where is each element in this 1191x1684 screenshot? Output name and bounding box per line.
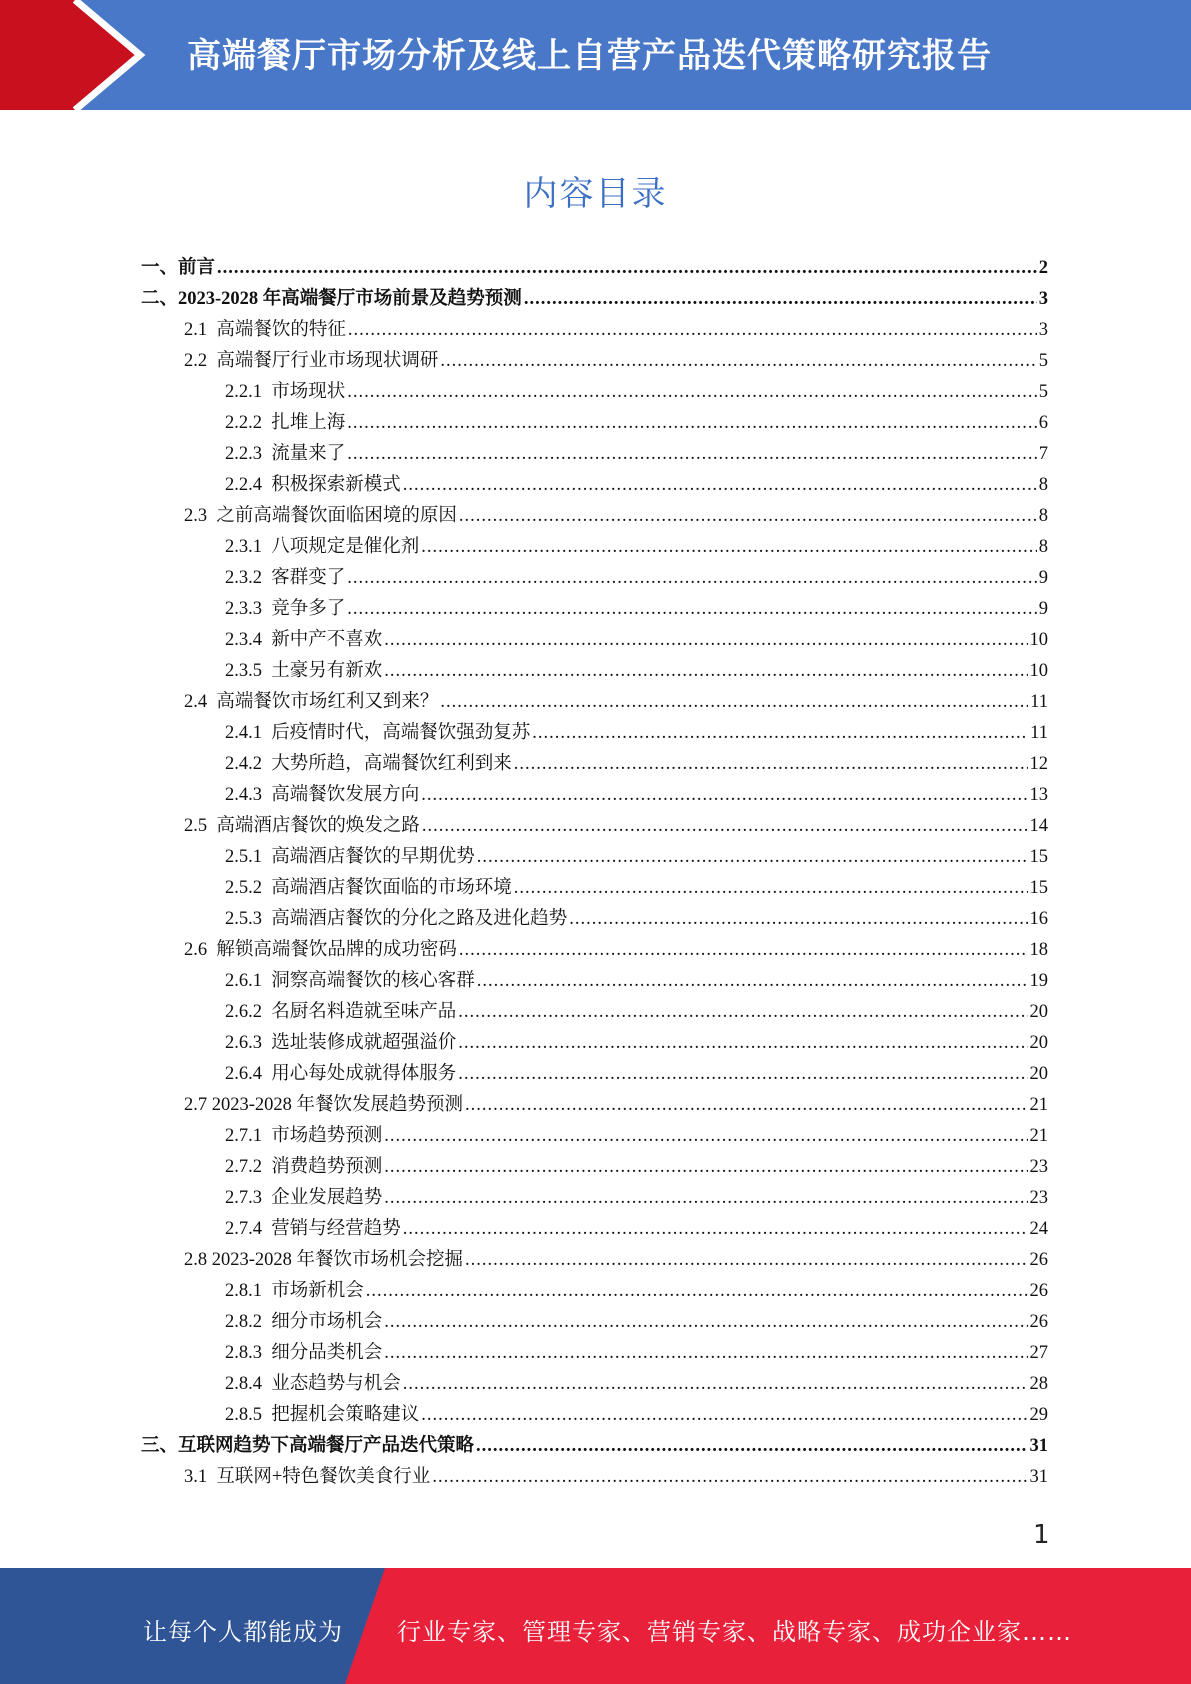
footer-slogan-right: 行业专家、管理专家、营销专家、战略专家、成功企业家……: [397, 1618, 1072, 1646]
toc-entry[interactable]: [141, 1431, 1048, 1462]
toc-entry-number: 2.5.1: [225, 847, 272, 867]
toc-entry-page: 14: [1029, 816, 1048, 836]
toc-entry-label: 新中产不喜欢: [271, 630, 383, 650]
toc-entry-label: 市场趋势预测: [271, 1126, 383, 1146]
toc-entry-label: 后疫情时代，高端餐饮强劲复苏: [271, 723, 531, 743]
toc-entry[interactable]: [225, 656, 1048, 687]
toc-dot-leader: [347, 563, 1036, 594]
toc-entry-page: 9: [1038, 568, 1048, 588]
toc-dot-leader: [403, 1369, 1028, 1400]
toc-entry[interactable]: [225, 470, 1048, 501]
toc-dot-leader: [347, 594, 1036, 625]
toc-dot-leader: [421, 780, 1027, 811]
toc-entry[interactable]: [225, 1276, 1048, 1307]
header-banner: [0, 0, 1191, 110]
toc-entry-page: 10: [1029, 630, 1048, 650]
page-number: 1: [1033, 1520, 1050, 1550]
toc-entry-label: 客群变了: [271, 568, 346, 588]
toc-entry-number: 一、: [141, 258, 179, 278]
toc-entry-number: 2.8.3: [225, 1343, 272, 1363]
toc-entry-page: 15: [1029, 847, 1048, 867]
toc-entry[interactable]: [184, 935, 1048, 966]
toc-dot-leader: [384, 1183, 1027, 1214]
toc-entry-page: 26: [1029, 1250, 1048, 1270]
toc-entry-number: 2.5.2: [225, 878, 272, 898]
toc-entry-number: 2.8.5: [225, 1405, 272, 1425]
toc-entry[interactable]: [225, 1214, 1048, 1245]
toc-entry-number: 三、: [141, 1436, 179, 1456]
toc-entry[interactable]: [184, 346, 1048, 377]
toc-entry[interactable]: [225, 1369, 1048, 1400]
toc-entry[interactable]: [225, 1400, 1048, 1431]
toc-dot-leader: [347, 439, 1036, 470]
toc-dot-leader: [217, 253, 1037, 284]
toc-dot-leader: [421, 532, 1036, 563]
toc-entry-number: 2.8.2: [225, 1312, 272, 1332]
toc-entry-page: 15: [1029, 878, 1048, 898]
toc-entry-number: 2.7: [184, 1095, 212, 1115]
report-title: 高端餐厅市场分析及线上自营产品迭代策略研究报告: [187, 36, 992, 76]
toc-entry-number: 2.2.3: [225, 444, 272, 464]
toc-entry-number: 2.5: [184, 816, 217, 836]
toc-entry-page: 8: [1038, 506, 1048, 526]
toc-entry-label: 大势所趋，高端餐饮红利到来: [271, 754, 512, 774]
toc-dot-leader: [440, 346, 1036, 377]
toc-entry-label: 土豪另有新欢: [271, 661, 383, 681]
toc-entry-label: 名厨名料造就至味产品: [271, 1002, 457, 1022]
toc-dot-leader: [459, 501, 1037, 532]
toc-entry-label: 竞争多了: [271, 599, 346, 619]
toc-entry-label: 企业发展趋势: [271, 1188, 383, 1208]
toc-entry-page: 8: [1038, 537, 1048, 557]
toc-entry[interactable]: [225, 625, 1048, 656]
toc-entry-number: 2.3.5: [225, 661, 272, 681]
toc-entry-label: 互联网+特色餐饮美食行业: [216, 1467, 431, 1487]
toc-entry-page: 9: [1038, 599, 1048, 619]
toc-entry-number: 2.6.4: [225, 1064, 272, 1084]
toc-entry-page: 5: [1038, 351, 1048, 371]
toc-entry-number: 二、: [141, 289, 179, 309]
toc-entry-page: 3: [1038, 289, 1048, 309]
toc-dot-leader: [384, 625, 1027, 656]
toc-entry[interactable]: [225, 873, 1048, 904]
toc-entry-label: 前言: [178, 258, 216, 278]
toc-entry[interactable]: [225, 749, 1048, 780]
toc-entry[interactable]: [225, 966, 1048, 997]
toc-entry-number: 2.3.1: [225, 537, 272, 557]
toc-dot-leader: [458, 1028, 1027, 1059]
toc-dot-leader: [347, 377, 1036, 408]
toc-entry-number: 2.4.1: [225, 723, 272, 743]
toc-dot-leader: [432, 1462, 1027, 1493]
toc-entry[interactable]: [225, 842, 1048, 873]
toc-entry-number: 2.6.1: [225, 971, 272, 991]
toc-entry-page: 31: [1029, 1436, 1048, 1456]
toc-entry-number: 2.7.1: [225, 1126, 272, 1146]
toc-entry[interactable]: [225, 904, 1048, 935]
toc-entry[interactable]: [225, 1028, 1048, 1059]
toc-entry[interactable]: [184, 1090, 1048, 1121]
toc-entry-label: 2023-2028 年高端餐厅市场前景及趋势预测: [178, 289, 522, 309]
toc-entry-label: 解锁高端餐饮品牌的成功密码: [216, 940, 457, 960]
toc-dot-leader: [514, 873, 1028, 904]
toc-entry-label: 高端餐饮市场红利又到来？: [216, 692, 439, 712]
toc-entry[interactable]: [225, 439, 1048, 470]
toc-entry-page: 18: [1029, 940, 1048, 960]
toc-entry-label: 2023-2028 年餐饮发展趋势预测: [211, 1095, 464, 1115]
toc-entry[interactable]: [184, 687, 1048, 718]
toc-entry-page: 2: [1038, 258, 1048, 278]
toc-entry-number: 2.2.1: [225, 382, 272, 402]
toc-entry-label: 流量来了: [271, 444, 346, 464]
toc-entry-label: 业态趋势与机会: [271, 1374, 401, 1394]
toc-entry-number: 2.3: [184, 506, 217, 526]
toc-entry-label: 积极探索新模式: [271, 475, 401, 495]
toc-entry-page: 27: [1029, 1343, 1048, 1363]
toc-entry-page: 11: [1030, 723, 1048, 743]
toc-entry[interactable]: [225, 594, 1048, 625]
toc-entry[interactable]: [225, 1183, 1048, 1214]
toc-entry-number: 2.6.2: [225, 1002, 272, 1022]
toc-entry-page: 20: [1029, 1064, 1048, 1084]
toc-entry[interactable]: [225, 1152, 1048, 1183]
toc-entry-label: 消费趋势预测: [271, 1157, 383, 1177]
toc-entry-page: 21: [1029, 1095, 1048, 1115]
footer-banner: [0, 1568, 1191, 1684]
toc-entry-page: 11: [1030, 692, 1048, 712]
toc-entry-number: 3.1: [184, 1467, 217, 1487]
toc-entry-number: 2.8: [184, 1250, 212, 1270]
toc-entry-page: 7: [1038, 444, 1048, 464]
toc-entry-number: 2.6: [184, 940, 217, 960]
toc-entry-page: 12: [1029, 754, 1048, 774]
toc-dot-leader: [403, 470, 1037, 501]
toc-dot-leader: [477, 966, 1028, 997]
toc-dot-leader: [384, 1338, 1027, 1369]
toc-dot-leader: [569, 904, 1027, 935]
toc-entry-page: 20: [1029, 1033, 1048, 1053]
toc-dot-leader: [477, 842, 1028, 873]
toc-entry-number: 2.8.1: [225, 1281, 272, 1301]
toc-entry[interactable]: [184, 501, 1048, 532]
toc-dot-leader: [384, 1307, 1027, 1338]
toc-entry-page: 6: [1038, 413, 1048, 433]
toc-entry[interactable]: [184, 1462, 1048, 1493]
toc-entry-label: 市场新机会: [271, 1281, 364, 1301]
toc-entry-number: 2.7.4: [225, 1219, 272, 1239]
toc-entry[interactable]: [184, 315, 1048, 346]
toc-entry-number: 2.3.3: [225, 599, 272, 619]
toc-entry-label: 市场现状: [271, 382, 346, 402]
toc-entry[interactable]: [141, 253, 1048, 284]
toc-entry[interactable]: [184, 811, 1048, 842]
toc-dot-leader: [458, 997, 1027, 1028]
toc-dot-leader: [465, 1090, 1027, 1121]
toc-entry-number: 2.1: [184, 320, 217, 340]
toc-entry-number: 2.4.3: [225, 785, 272, 805]
toc-entry[interactable]: [225, 1338, 1048, 1369]
toc-entry-page: 13: [1029, 785, 1048, 805]
toc-entry-number: 2.2: [184, 351, 217, 371]
toc-entry-page: 28: [1029, 1374, 1048, 1394]
toc-entry-page: 29: [1029, 1405, 1048, 1425]
toc-entry-page: 20: [1029, 1002, 1048, 1022]
toc-entry-number: 2.4: [184, 692, 217, 712]
toc-entry-label: 洞察高端餐饮的核心客群: [271, 971, 475, 991]
toc-entry-label: 高端餐厅行业市场现状调研: [216, 351, 439, 371]
toc-entry[interactable]: [184, 1245, 1048, 1276]
footer-slogan-left: 让每个人都能成为: [143, 1618, 343, 1646]
toc-entry-page: 10: [1029, 661, 1048, 681]
toc-entry-page: 19: [1029, 971, 1048, 991]
toc-entry-number: 2.5.3: [225, 909, 272, 929]
toc-entry-number: 2.2.2: [225, 413, 272, 433]
toc-entry-page: 24: [1029, 1219, 1048, 1239]
toc-entry-label: 八项规定是催化剂: [271, 537, 420, 557]
toc-entry-page: 23: [1029, 1157, 1048, 1177]
toc-dot-leader: [458, 1059, 1027, 1090]
toc-dot-leader: [384, 656, 1027, 687]
toc-entry[interactable]: [225, 377, 1048, 408]
toc-entry-page: 26: [1029, 1312, 1048, 1332]
toc-dot-leader: [348, 315, 1037, 346]
toc-entry[interactable]: [225, 997, 1048, 1028]
toc-dot-leader: [422, 811, 1028, 842]
toc-entry-label: 扎堆上海: [271, 413, 346, 433]
toc-heading: 内容目录: [523, 174, 668, 214]
toc-entry-page: 21: [1029, 1126, 1048, 1146]
toc-dot-leader: [524, 284, 1037, 315]
toc-entry-number: 2.4.2: [225, 754, 272, 774]
toc-entry-label: 之前高端餐饮面临困境的原因: [216, 506, 457, 526]
toc-entry[interactable]: [225, 532, 1048, 563]
toc-entry-label: 互联网趋势下高端餐厅产品迭代策略: [178, 1436, 475, 1456]
toc-entry-number: 2.2.4: [225, 475, 272, 495]
toc-dot-leader: [421, 1400, 1027, 1431]
toc-dot-leader: [384, 1121, 1027, 1152]
toc-dot-leader: [459, 935, 1028, 966]
toc-entry-label: 高端餐饮发展方向: [271, 785, 420, 805]
toc-dot-leader: [347, 408, 1036, 439]
toc-entry[interactable]: [225, 780, 1048, 811]
toc-dot-leader: [384, 1152, 1027, 1183]
toc-entry-page: 31: [1029, 1467, 1048, 1487]
toc-entry-label: 高端酒店餐饮的早期优势: [271, 847, 475, 867]
toc-dot-leader: [514, 749, 1028, 780]
toc-entry[interactable]: [225, 1307, 1048, 1338]
toc-entry-page: 5: [1038, 382, 1048, 402]
toc-entry[interactable]: [225, 718, 1048, 749]
toc-entry[interactable]: [225, 1059, 1048, 1090]
toc-entry-label: 营销与经营趋势: [271, 1219, 401, 1239]
toc-entry-label: 高端酒店餐饮的焕发之路: [216, 816, 420, 836]
toc-entry[interactable]: [225, 1121, 1048, 1152]
toc-entry[interactable]: [225, 563, 1048, 594]
toc-entry-label: 高端酒店餐饮面临的市场环境: [271, 878, 512, 898]
toc-dot-leader: [366, 1276, 1028, 1307]
toc-dot-leader: [403, 1214, 1028, 1245]
toc-dot-leader: [476, 1431, 1027, 1462]
toc-entry[interactable]: [141, 284, 1048, 315]
toc-entry-number: 2.3.2: [225, 568, 272, 588]
toc-entry-page: 26: [1029, 1281, 1048, 1301]
toc-dot-leader: [532, 718, 1028, 749]
toc-entry[interactable]: [225, 408, 1048, 439]
toc-entry-page: 3: [1038, 320, 1048, 340]
toc-entry-number: 2.7.3: [225, 1188, 272, 1208]
toc-entry-number: 2.8.4: [225, 1374, 272, 1394]
toc-entry-page: 16: [1029, 909, 1048, 929]
toc-entry-label: 细分市场机会: [271, 1312, 383, 1332]
toc-dot-leader: [465, 1245, 1027, 1276]
toc-dot-leader: [440, 687, 1028, 718]
toc-entry-label: 2023-2028 年餐饮市场机会挖掘: [211, 1250, 464, 1270]
toc-entry-page: 23: [1029, 1188, 1048, 1208]
toc-entry-label: 细分品类机会: [271, 1343, 383, 1363]
toc-entry-number: 2.6.3: [225, 1033, 272, 1053]
toc-entry-label: 高端餐饮的特征: [216, 320, 346, 340]
toc-entry-label: 选址装修成就超强溢价: [271, 1033, 457, 1053]
toc-entry-label: 把握机会策略建议: [271, 1405, 420, 1425]
toc-entry-number: 2.7.2: [225, 1157, 272, 1177]
toc-entry-label: 高端酒店餐饮的分化之路及进化趋势: [271, 909, 568, 929]
toc-entry-page: 8: [1038, 475, 1048, 495]
toc-entry-number: 2.3.4: [225, 630, 272, 650]
toc-entry-label: 用心每处成就得体服务: [271, 1064, 457, 1084]
